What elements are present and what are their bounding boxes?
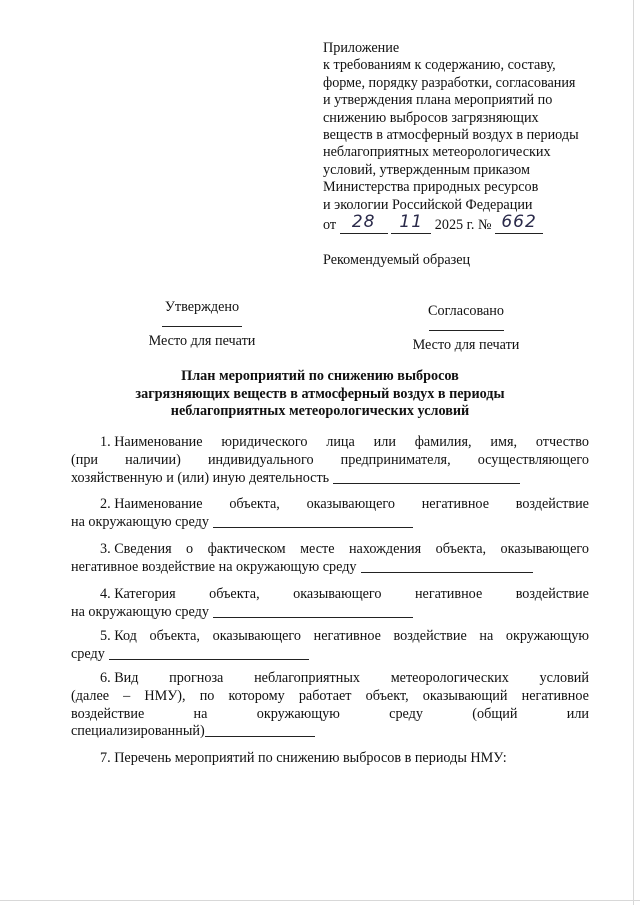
item-row xyxy=(71,723,589,741)
fill-in-line[interactable] xyxy=(361,559,533,573)
word: оказывающего xyxy=(306,496,395,512)
order-reference xyxy=(323,211,603,236)
item-row xyxy=(71,496,589,514)
word: прогноза xyxy=(169,670,224,686)
word: имя, xyxy=(490,434,518,450)
word: воздействие xyxy=(515,496,589,512)
item-row xyxy=(71,706,589,724)
item-2-object-name xyxy=(71,496,589,532)
word: оказывающий xyxy=(422,687,508,704)
word: специализированный) xyxy=(71,723,205,740)
appendix-line: форме, порядку разработки, согласования xyxy=(323,74,576,91)
item-row xyxy=(71,559,589,577)
item-7-measures-list: 7. Перечень мероприятий по снижению выбросов в периоды НМУ: xyxy=(100,750,507,766)
order-month-handwritten: 11 xyxy=(399,211,424,232)
order-prefix: от xyxy=(323,216,337,233)
agreed-stamp-place: Место для печати xyxy=(412,337,520,353)
word: (при xyxy=(71,451,99,468)
item-row xyxy=(71,452,589,470)
appendix-line: Министерства природных ресурсов xyxy=(323,179,539,196)
word: нахождения xyxy=(348,541,422,557)
word: индивидуального xyxy=(207,451,314,468)
word: предпринимателя, xyxy=(340,451,451,468)
word: о xyxy=(186,541,194,557)
word: метеорологических xyxy=(390,670,509,686)
word: работает xyxy=(298,687,352,704)
word: негативное xyxy=(421,496,489,512)
word: лица xyxy=(326,434,355,450)
word: объект, xyxy=(365,687,409,704)
order-number-field xyxy=(495,211,543,234)
word: (далее xyxy=(71,687,110,704)
word: негативное воздействие на окружающую среду xyxy=(71,558,357,575)
word: объекта, xyxy=(229,496,280,512)
word: 5. Код xyxy=(100,628,137,644)
approved-block xyxy=(140,298,264,350)
word: 4. Категория xyxy=(100,586,176,602)
order-day-field xyxy=(340,211,388,234)
word: оказывающего xyxy=(212,628,301,644)
plan-title-line: План мероприятий по снижению выбросов xyxy=(181,368,459,384)
word: объекта, xyxy=(209,586,260,602)
appendix-line: и экологии Российской Федерации xyxy=(323,196,533,213)
page-edge-right xyxy=(633,0,634,905)
item-row xyxy=(71,628,589,646)
appendix-line: Приложение xyxy=(323,40,400,56)
appendix-line: к требованиям к содержанию, составу, xyxy=(323,57,556,74)
item-3-object-location xyxy=(71,541,589,577)
word: среду xyxy=(71,645,105,662)
order-day-handwritten: 28 xyxy=(351,211,376,232)
recommended-sample-label: Рекомендуемый образец xyxy=(323,252,471,268)
item-row xyxy=(71,470,589,488)
item-row xyxy=(71,586,589,604)
item-6-forecast-type xyxy=(71,670,589,741)
appendix-header xyxy=(323,40,603,236)
appendix-line: условий, утвержденным приказом xyxy=(323,161,530,178)
plan-title-line: неблагоприятных метеорологических условий xyxy=(170,403,470,419)
agreed-block xyxy=(402,302,530,354)
word: которому xyxy=(228,687,285,704)
fill-in-line[interactable] xyxy=(205,723,315,737)
item-5-object-code xyxy=(71,628,589,664)
word: объекта, xyxy=(435,541,487,557)
item-row xyxy=(71,670,589,688)
word: хозяйственную и (или) иную деятельность xyxy=(71,469,330,486)
agreed-signature-line xyxy=(429,330,504,331)
word: 3. Сведения xyxy=(100,541,172,557)
word: юридического xyxy=(221,434,308,450)
plan-title-line: загрязняющих веществ в атмосферный воздух в периоды xyxy=(135,385,505,402)
appendix-line: и утверждения плана мероприятий по xyxy=(323,92,553,109)
item-row xyxy=(71,514,589,532)
word: (общий xyxy=(472,705,518,722)
word: или xyxy=(373,434,396,450)
word: 1. Наименование xyxy=(100,434,203,450)
item-row xyxy=(71,646,589,664)
word: – xyxy=(123,687,131,704)
word: на окружающую среду xyxy=(71,513,209,530)
item-4-object-category xyxy=(71,586,589,622)
word: на xyxy=(479,628,494,644)
word: негативное xyxy=(521,687,589,704)
word: воздействие xyxy=(71,705,145,722)
appendix-line: веществ в атмосферный воздух в периоды xyxy=(323,126,579,143)
agreed-label: Согласовано xyxy=(428,303,504,319)
order-month-field xyxy=(391,211,431,234)
word: по xyxy=(199,687,215,704)
word: фамилия, xyxy=(414,434,472,450)
item-row xyxy=(71,541,589,559)
word: осуществляющего xyxy=(477,451,589,468)
fill-in-line[interactable] xyxy=(109,646,309,660)
word: отчество xyxy=(535,434,589,450)
order-year-number-label: 2025 г. № xyxy=(434,216,492,233)
word: 2. Наименование xyxy=(100,496,203,512)
item-row xyxy=(71,434,589,452)
fill-in-line[interactable] xyxy=(333,470,520,484)
page-edge-bottom xyxy=(0,900,640,901)
item-row xyxy=(71,688,589,706)
word: фактическом xyxy=(207,541,286,557)
word: среду xyxy=(389,705,423,722)
word: негативное xyxy=(414,586,483,602)
word: воздействие xyxy=(393,628,467,644)
approved-signature-line xyxy=(162,326,242,327)
appendix-line: неблагоприятных метеорологических xyxy=(323,144,551,161)
word: 6. Вид xyxy=(100,670,139,686)
fill-in-line[interactable] xyxy=(213,514,413,528)
approved-stamp-place: Место для печати xyxy=(148,333,256,349)
word: неблагоприятных xyxy=(254,670,360,686)
word: оказывающего xyxy=(293,586,382,602)
word: окружающую xyxy=(256,705,340,722)
item-1-legal-entity-name xyxy=(71,434,589,487)
word: НМУ), xyxy=(144,687,186,704)
word: на окружающую среду xyxy=(71,603,209,620)
word: или xyxy=(566,705,589,722)
appendix-line: снижению выбросов загрязняющих xyxy=(323,109,539,126)
word: наличии) xyxy=(125,451,181,468)
order-number-handwritten: 662 xyxy=(501,211,537,232)
word: на xyxy=(193,705,208,722)
word: месте xyxy=(300,541,335,557)
word: условий xyxy=(539,670,589,686)
word: воздействие xyxy=(515,586,589,602)
plan-title xyxy=(100,368,540,421)
word: окружающую xyxy=(505,628,589,644)
word: объекта, xyxy=(149,628,200,644)
word: негативное xyxy=(313,628,381,644)
approved-label: Утверждено xyxy=(164,299,240,315)
item-row xyxy=(71,604,589,622)
word: оказывающего xyxy=(500,541,589,557)
fill-in-line[interactable] xyxy=(213,604,413,618)
